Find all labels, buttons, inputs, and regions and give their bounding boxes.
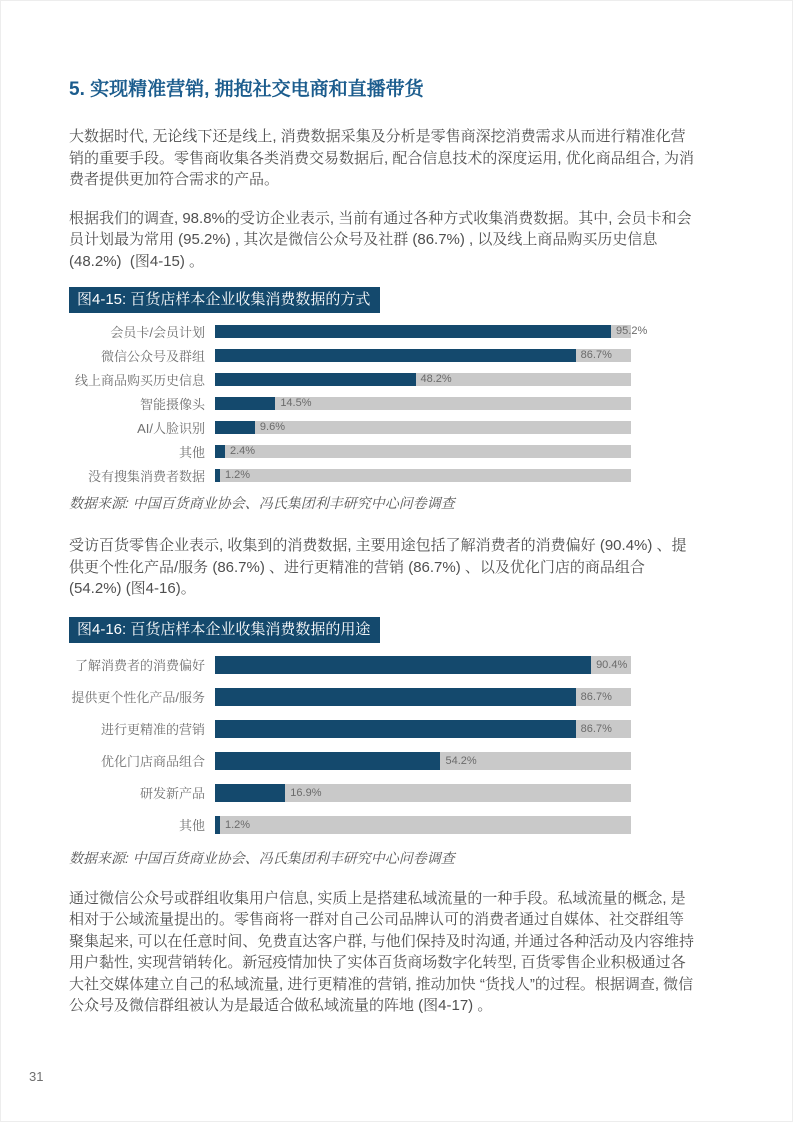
bar-row — [69, 391, 697, 415]
figure-4-16-bars — [69, 649, 697, 841]
bar-track — [215, 784, 631, 802]
bar-value-label: 54.2% — [445, 754, 477, 767]
bar-track — [215, 720, 631, 738]
bar-fill — [215, 421, 255, 434]
figure-4-15-title: 图4-15: 百货店样本企业收集消费数据的方式 — [69, 287, 380, 313]
bar-fill — [215, 816, 220, 834]
bar-track — [215, 373, 631, 386]
figure-4-15-bars — [69, 319, 697, 487]
bar-category-label: AI/人脸识别 — [137, 420, 205, 436]
bar-track — [215, 397, 631, 410]
bar-value-label: 86.7% — [580, 722, 612, 735]
bar-fill — [215, 752, 440, 770]
bar-value-label: 1.2% — [224, 469, 251, 481]
bar-category-label: 会员卡/会员计划 — [110, 324, 205, 340]
figure-4-16-source: 数据来源: 中国百货商业协会、冯氏集团利丰研究中心问卷调查 — [69, 849, 455, 866]
bar-row — [69, 713, 697, 745]
bar-value-label: 9.6% — [259, 421, 285, 433]
figure-4-15-source: 数据来源: 中国百货商业协会、冯氏集团利丰研究中心问卷调查 — [69, 495, 455, 511]
bar-fill — [215, 656, 591, 674]
bar-track — [215, 421, 631, 434]
bar-row — [69, 681, 697, 713]
bar-track — [215, 688, 631, 706]
bar-category-label: 进行更精准的营销 — [100, 722, 205, 737]
bar-value-label: 48.2% — [420, 373, 452, 385]
page-content — [69, 1, 697, 1017]
bar-category-label: 没有搜集消费者数据 — [87, 468, 205, 484]
bar-category-label: 线上商品购买历史信息 — [74, 372, 205, 388]
bar-value-label: 95.2% — [616, 325, 648, 337]
bar-fill — [215, 469, 220, 482]
bar-category-label: 智能摄像头 — [139, 396, 205, 412]
bar-fill — [215, 397, 275, 410]
bar-value-label: 86.7% — [580, 349, 612, 361]
bar-row — [69, 367, 697, 391]
bar-track — [215, 469, 631, 482]
paragraph-private-traffic: 通过微信公众号或群组收集用户信息, 实质上是搭建私域流量的一种手段。私域流量的概念, 是相对于公域流量提出的。零售商将一群对自己公司品牌认可的消费者通过自媒体、社交群组等聚集起来, 可以在任意时间、免费直达客户群, 与他们保持及时沟通, 并通过各种活动及内容维持用户黏性, 实现营销转化。新冠疫情加快了实体百货商场数字化转型, 百货零售企业积极通过各大社交媒体建立自己的私域流量, 进行更精准的营销, 推动加快 “货找人”的过程。根据调查, 微信公众号及微信群组被认为是最适合做私域流量的阵地 (图4-17) 。 — [69, 889, 695, 1014]
bar-row — [69, 343, 697, 367]
bar-fill — [215, 325, 611, 338]
bar-value-label: 16.9% — [290, 786, 322, 799]
page-number: 31 — [29, 1069, 44, 1084]
bar-track — [215, 752, 631, 770]
bar-category-label: 其他 — [178, 444, 205, 460]
bar-track — [215, 325, 648, 338]
bar-row — [69, 319, 697, 343]
paragraph-data-usage: 受访百货零售企业表示, 收集到的消费数据, 主要用途包括了解消费者的消费偏好 (90.4%) 、提供更个性化产品/服务 (86.7%) 、进行更精准的营销 (86.7%) 、以及优化门店的商品组合 (54.2%) (图4-16)。 — [69, 537, 687, 597]
bar-category-label: 其他 — [178, 818, 205, 833]
figure-4-16 — [69, 600, 697, 867]
bar-track — [215, 816, 631, 834]
bar-fill — [215, 720, 576, 738]
bar-value-label: 86.7% — [580, 690, 612, 703]
bar-row — [69, 439, 697, 463]
bar-row — [69, 649, 697, 681]
bar-value-label: 90.4% — [596, 658, 628, 671]
bar-row — [69, 809, 697, 841]
bar-track — [215, 445, 631, 458]
bar-row — [69, 777, 697, 809]
bar-category-label: 优化门店商品组合 — [100, 754, 205, 769]
bar-fill — [215, 688, 576, 706]
bar-row — [69, 745, 697, 777]
bar-value-label: 1.2% — [224, 818, 251, 831]
bar-row — [69, 463, 697, 487]
bar-category-label: 微信公众号及群组 — [100, 348, 205, 364]
bar-category-label: 研发新产品 — [139, 786, 205, 801]
bar-fill — [215, 445, 225, 458]
bar-track — [215, 656, 631, 674]
bar-fill — [215, 784, 285, 802]
paragraph-intro: 大数据时代, 无论线下还是线上, 消费数据采集及分析是零售商深挖消费需求从而进行精准化营销的重要手段。零售商收集各类消费交易数据后, 配合信息技术的深度运用, 优化商品组合, 为消费者提供更加符合需求的产品。 — [69, 128, 695, 188]
bar-track — [215, 349, 631, 362]
bar-category-label: 提供更个性化产品/服务 — [71, 690, 205, 705]
bar-row — [69, 415, 697, 439]
bar-fill — [215, 373, 416, 386]
bar-fill — [215, 349, 576, 362]
bar-category-label: 了解消费者的消费偏好 — [74, 658, 205, 673]
bar-value-label: 2.4% — [229, 445, 256, 457]
paragraph-survey-collection: 根据我们的调查, 98.8%的受访企业表示, 当前有通过各种方式收集消费数据。其中, 会员卡和会员计划最为常用 (95.2%) , 其次是微信公众号及社群 (86.7%) , 以及线上商品购买历史信息 (48.2%) (图4-15) 。 — [69, 209, 692, 270]
section-title: 5. 实现精准营销, 拥抱社交电商和直播带货 — [69, 79, 424, 100]
figure-4-15 — [69, 272, 697, 512]
bar-value-label: 14.5% — [280, 397, 312, 409]
figure-4-16-title: 图4-16: 百货店样本企业收集消费数据的用途 — [69, 617, 380, 643]
